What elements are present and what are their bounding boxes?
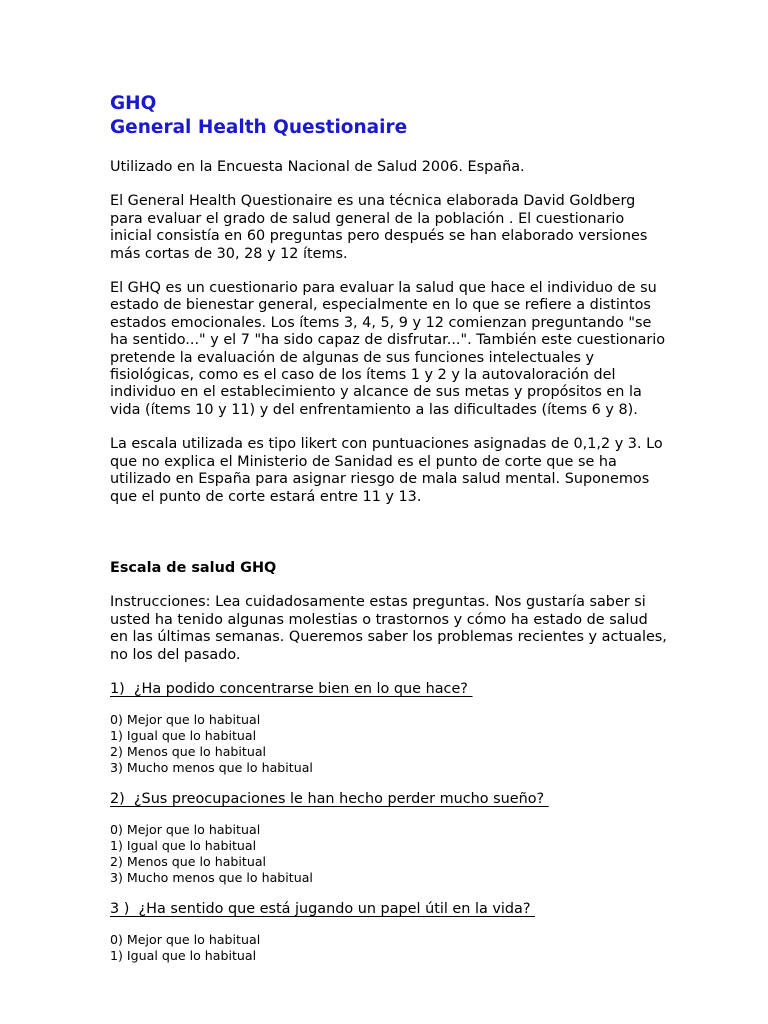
question-block (110, 681, 670, 776)
title-line-acronym: GHQ (110, 93, 157, 114)
title-line-full: General Health Questionaire (110, 117, 408, 138)
answer-option: 1) Igual que lo habitual (110, 948, 257, 964)
answer-options (110, 932, 670, 964)
description-paragraph-3: La escala utilizada es tipo likert con puntuaciones asignadas de 0,1,2 y 3. Lo que no explica el Ministerio de Sanidad es el punto de corte que se ha utilizado en España para asignar riesgo de mala salud mental. Suponemos que el punto de corte estará entre 11 y 13. (110, 436, 663, 505)
question-block (110, 791, 670, 886)
answer-option: 3) Mucho menos que lo habitual (110, 870, 313, 886)
answer-option: 1) Igual que lo habitual (110, 728, 257, 744)
answer-option: 0) Mejor que lo habitual (110, 712, 261, 728)
answer-option: 1) Igual que lo habitual (110, 838, 257, 854)
answer-option: 2) Menos que lo habitual (110, 744, 267, 760)
answer-options (110, 712, 670, 776)
document-page (110, 92, 670, 964)
answer-option: 2) Menos que lo habitual (110, 854, 267, 870)
scale-heading: Escala de salud GHQ (110, 559, 277, 576)
question-block (110, 901, 670, 964)
answer-option: 0) Mejor que lo habitual (110, 822, 261, 838)
question-text: 3 ) ¿Ha sentido que está jugando un papel útil en la vida? (110, 901, 536, 917)
question-text: 2) ¿Sus preocupaciones le han hecho perder mucho sueño? (110, 790, 549, 807)
question-text: 1) ¿Ha podido concentrarse bien en lo que hace? (110, 680, 473, 697)
document-title (110, 92, 670, 140)
answer-option: 0) Mejor que lo habitual (110, 932, 261, 948)
source-paragraph: Utilizado en la Encuesta Nacional de Salud 2006. España. (110, 159, 525, 175)
answer-option: 3) Mucho menos que lo habitual (110, 760, 313, 776)
answer-options (110, 822, 670, 886)
instructions-paragraph: Instrucciones: Lea cuidadosamente estas preguntas. Nos gustaría saber si usted ha tenido algunas molestias o trastornos y cómo ha estado de salud en las últimas semanas. Queremos saber los problemas recientes y actuales, no los del pasado. (110, 594, 667, 663)
description-paragraph-1: El General Health Questionaire es una técnica elaborada David Goldberg para evaluar el grado de salud general de la población . El cuestionario inicial consistía en 60 preguntas pero después se han elaborado versiones más cortas de 30, 28 y 12 ítems. (110, 193, 648, 262)
description-paragraph-2: El GHQ es un cuestionario para evaluar la salud que hace el individuo de su estado de bienestar general, especialmente en lo que se refiere a distintos estados emocionales. Los ítems 3, 4, 5, 9 y 12 comienzan preguntando "se ha sentido..." y el 7 "ha sido capaz de disfrutar...". También este cuestionario pretende la evaluación de algunas de sus funciones intelectuales y fisiológicas, como es el caso de los ítems 1 y 2 y la autovaloración del individuo en el establecimiento y alcance de sus metas y propósitos en la vida (ítems 10 y 11) y del enfrentamiento a las dificultades (ítems 6 y 8). (110, 280, 666, 418)
